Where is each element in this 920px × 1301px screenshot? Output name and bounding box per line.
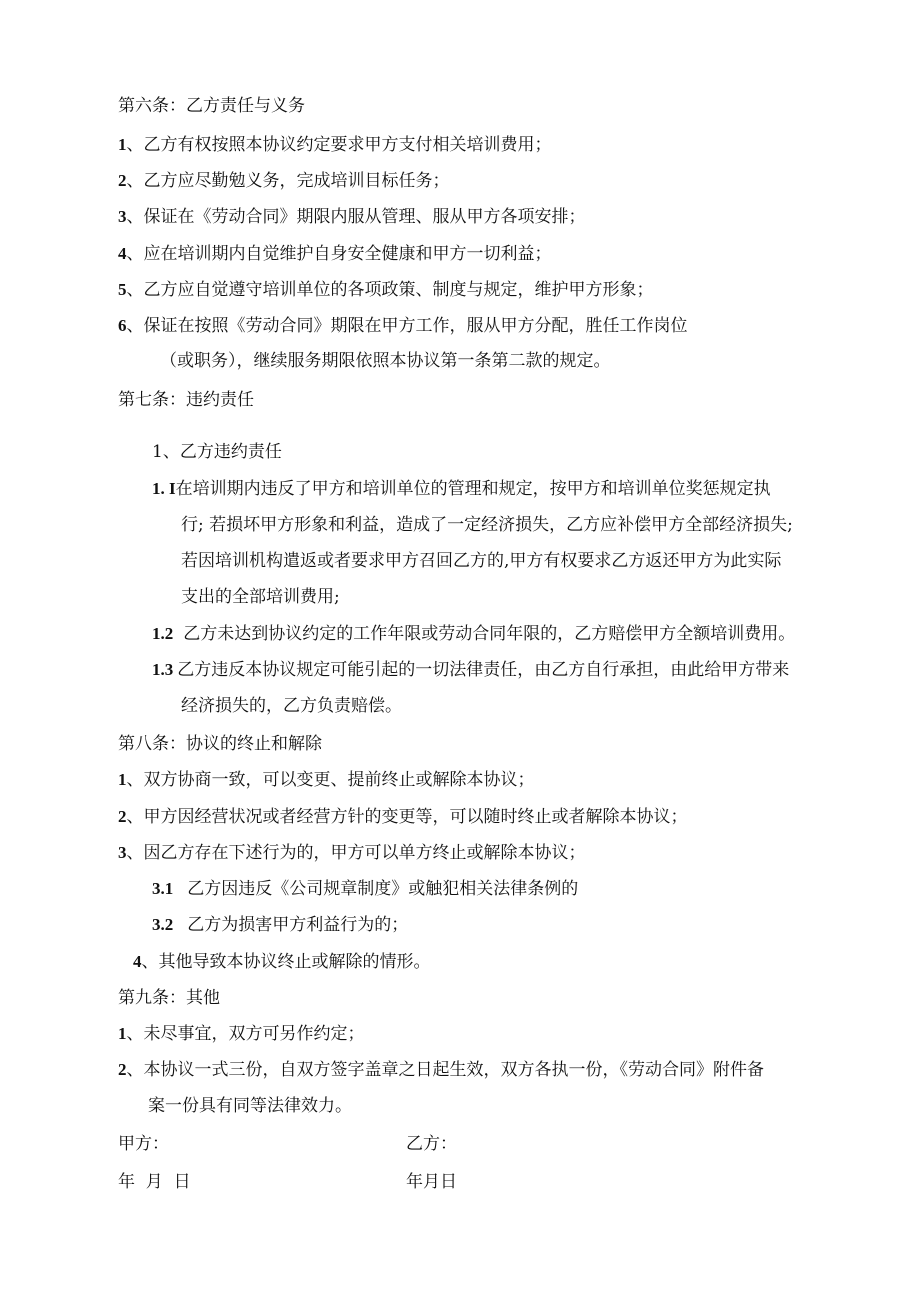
clause-text-line: 在培训期内违反了甲方和培训单位的管理和规定，按甲方和培训单位奖惩规定执 (175, 479, 771, 499)
article-8-item-1 (118, 769, 535, 791)
item-number: 1 (118, 770, 127, 789)
article-7-heading: 第七条：违约责任 (118, 390, 254, 410)
article-6-heading: 第六条：乙方责任与义务 (118, 96, 305, 116)
date-row (118, 1171, 818, 1193)
item-text: 、乙方应尽勤勉义务，完成培训目标任务； (126, 171, 450, 191)
article-7-sub-1-1-line-2: 行; 若损坏甲方形象和利益，造成了一定经济损失，乙方应补偿甲方全部经济损失; (181, 515, 793, 535)
item-text: 、应在培训期内自觉维护自身安全健康和甲方一切利益； (126, 244, 552, 264)
article-7-sub-1-1-line-3: 若因培训机构遣返或者要求甲方召回乙方的,甲方有权要求乙方返还甲方为此实际 (181, 551, 782, 571)
item-number: 2 (118, 807, 127, 826)
party-b-label: 乙方： (406, 1134, 457, 1154)
item-number: 6 (118, 316, 127, 335)
item-number: 3 (118, 843, 127, 862)
article-6-item-1 (118, 134, 552, 156)
article-8-item-2 (118, 806, 688, 828)
clause-number: 1. I (152, 479, 176, 498)
article-7-sub-1-3-line-2: 经济损失的，乙方负责赔偿。 (181, 696, 402, 716)
article-9-item-2-continuation: 案一份具有同等法律效力。 (148, 1096, 352, 1116)
signature-row (118, 1133, 818, 1155)
party-a-label: 甲方： (118, 1134, 169, 1154)
clause-text: 乙方为损害甲方利益行为的； (187, 915, 409, 935)
clause-text-line: 乙方违反本协议规定可能引起的一切法律责任，由乙方自行承担，由此给甲方带来 (177, 660, 790, 680)
article-9-item-2 (118, 1059, 764, 1081)
item-text: 、本协议一式三份，自双方签字盖章之日起生效，双方各执一份，《劳动合同》附件备 (126, 1060, 764, 1080)
item-number: 3 (118, 207, 127, 226)
article-8-item-3 (118, 842, 586, 864)
article-7-sub-1-1 (152, 478, 771, 500)
article-7-sub-1-2 (152, 623, 795, 645)
item-text: 、甲方因经营状况或者经营方针的变更等，可以随时终止或者解除本协议； (126, 807, 688, 827)
article-6-item-4 (118, 243, 552, 265)
item-number: 4 (133, 952, 142, 971)
article-6-item-6 (118, 315, 688, 337)
item-text: 、其他导致本协议终止或解除的情形。 (141, 952, 431, 972)
clause-number: 3.2 (152, 915, 174, 934)
clause-number: 1.3 (152, 660, 174, 679)
item-text: 、因乙方存在下述行为的，甲方可以单方终止或解除本协议； (126, 843, 586, 863)
item-text: 、保证在《劳动合同》期限内服从管理、服从甲方各项安排； (126, 207, 586, 227)
item-text: 、保证在按照《劳动合同》期限在甲方工作，服从甲方分配，胜任工作岗位 (126, 316, 688, 336)
article-8-sub-3-1 (152, 878, 578, 900)
party-a-date: 年 月 日 (118, 1172, 191, 1192)
clause-number: 3.1 (152, 879, 174, 898)
item-number: 4 (118, 244, 127, 263)
article-8-sub-3-2 (152, 914, 408, 936)
article-9-item-1 (118, 1023, 365, 1045)
item-number: 1 (118, 1024, 127, 1043)
article-9-heading: 第九条：其他 (118, 988, 220, 1008)
article-8-heading: 第八条：协议的终止和解除 (118, 734, 322, 754)
item-text: 、乙方应自觉遵守培训单位的各项政策、制度与规定，维护甲方形象； (126, 280, 654, 300)
article-6-item-6-continuation: （或职务），继续服务期限依照本协议第一条第二款的规定。 (160, 351, 611, 371)
article-7-sub-1-1-line-4: 支出的全部培训费用; (181, 587, 340, 607)
article-7-sub-1-3 (152, 659, 789, 681)
item-text: 、双方协商一致，可以变更、提前终止或解除本协议； (126, 770, 535, 790)
article-6-item-3 (118, 206, 586, 228)
article-6-item-2 (118, 170, 450, 192)
article-7-sub-1: 1、乙方违约责任 (152, 442, 282, 462)
item-number: 2 (118, 171, 127, 190)
item-number: 2 (118, 1060, 127, 1079)
clause-number: 1.2 (152, 624, 174, 643)
item-text: 、乙方有权按照本协议约定要求甲方支付相关培训费用； (126, 135, 552, 155)
article-6-item-5 (118, 279, 654, 301)
party-b-date: 年月日 (406, 1172, 457, 1192)
item-number: 5 (118, 280, 127, 299)
item-number: 1 (118, 135, 127, 154)
item-text: 、未尽事宜，双方可另作约定； (126, 1024, 365, 1044)
clause-text: 乙方因违反《公司规章制度》或触犯相关法律条例的 (187, 879, 579, 899)
clause-text: 乙方未达到协议约定的工作年限或劳动合同年限的，乙方赔偿甲方全额培训费用。 (183, 624, 796, 644)
article-8-item-4 (133, 951, 431, 973)
